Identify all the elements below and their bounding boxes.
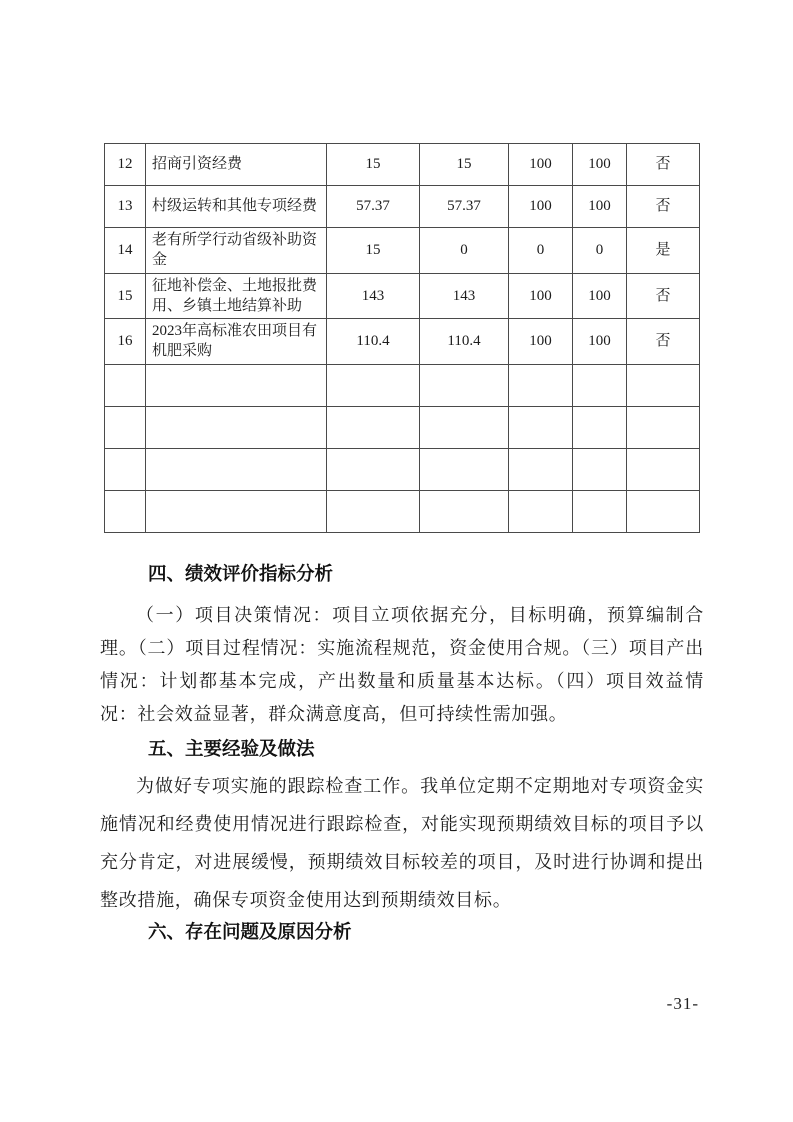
project-funds-table — [104, 143, 700, 533]
empty-cell — [420, 490, 509, 532]
empty-cell — [327, 364, 420, 406]
row-number-cell: 14 — [105, 228, 146, 274]
flag-cell: 否 — [627, 319, 700, 365]
table-row — [105, 228, 700, 274]
empty-cell — [105, 448, 146, 490]
empty-cell — [146, 364, 327, 406]
empty-cell — [573, 406, 627, 448]
empty-cell — [420, 364, 509, 406]
empty-cell — [573, 490, 627, 532]
empty-cell — [105, 490, 146, 532]
section-heading-six: 六、存在问题及原因分析 — [148, 921, 352, 942]
value-cell: 100 — [509, 319, 573, 365]
empty-cell — [509, 448, 573, 490]
section-five-paragraph: 为做好专项实施的跟踪检查工作。我单位定期不定期地对专项资金实施情况和经费使用情况进行跟踪检查，对能实现预期绩效目标的项目予以充分肯定，对进展缓慢，预期绩效目标较差的项目，及时进行协调和提出整改措施，确保专项资金使用达到预期绩效目标。 — [100, 776, 704, 910]
project-name-cell: 老有所学行动省级补助资金 — [146, 228, 327, 274]
value-cell: 100 — [573, 144, 627, 186]
value-cell: 110.4 — [420, 319, 509, 365]
value-cell: 57.37 — [327, 186, 420, 228]
project-name-cell: 招商引资经费 — [146, 144, 327, 186]
empty-cell — [146, 448, 327, 490]
empty-cell — [627, 490, 700, 532]
value-cell: 100 — [509, 144, 573, 186]
value-cell: 0 — [420, 228, 509, 274]
value-cell: 100 — [509, 273, 573, 319]
table-row — [105, 186, 700, 228]
flag-cell: 是 — [627, 228, 700, 274]
flag-cell: 否 — [627, 144, 700, 186]
row-number-cell: 15 — [105, 273, 146, 319]
section-heading-five: 五、主要经验及做法 — [148, 738, 315, 759]
value-cell: 0 — [509, 228, 573, 274]
empty-cell — [105, 406, 146, 448]
row-number-cell: 13 — [105, 186, 146, 228]
table-row-empty — [105, 364, 700, 406]
table-row — [105, 273, 700, 319]
flag-cell: 否 — [627, 273, 700, 319]
empty-cell — [509, 406, 573, 448]
empty-cell — [327, 448, 420, 490]
table-row — [105, 144, 700, 186]
empty-cell — [105, 364, 146, 406]
empty-cell — [327, 406, 420, 448]
section-four-paragraph: （一）项目决策情况：项目立项依据充分，目标明确，预算编制合理。（二）项目过程情况：实施流程规范，资金使用合规。（三）项目产出情况：计划都基本完成，产出数量和质量基本达标。（四）项目效益情况：社会效益显著，群众满意度高，但可持续性需加强。 — [100, 605, 704, 724]
table-row-empty — [105, 448, 700, 490]
value-cell: 0 — [573, 228, 627, 274]
empty-cell — [627, 448, 700, 490]
empty-cell — [146, 406, 327, 448]
empty-cell — [627, 364, 700, 406]
value-cell: 15 — [327, 228, 420, 274]
row-number-cell: 16 — [105, 319, 146, 365]
value-cell: 100 — [573, 273, 627, 319]
value-cell: 100 — [573, 186, 627, 228]
value-cell: 57.37 — [420, 186, 509, 228]
empty-cell — [509, 364, 573, 406]
value-cell: 15 — [327, 144, 420, 186]
section-heading-four: 四、绩效评价指标分析 — [148, 563, 334, 584]
empty-cell — [509, 490, 573, 532]
value-cell: 110.4 — [327, 319, 420, 365]
table-row-empty — [105, 406, 700, 448]
row-number-cell: 12 — [105, 144, 146, 186]
project-name-cell: 村级运转和其他专项经费 — [146, 186, 327, 228]
value-cell: 100 — [509, 186, 573, 228]
empty-cell — [327, 490, 420, 532]
empty-cell — [146, 490, 327, 532]
table-row — [105, 319, 700, 365]
empty-cell — [420, 406, 509, 448]
value-cell: 100 — [573, 319, 627, 365]
flag-cell: 否 — [627, 186, 700, 228]
empty-cell — [627, 406, 700, 448]
value-cell: 143 — [420, 273, 509, 319]
project-name-cell: 征地补偿金、土地报批费用、乡镇土地结算补助 — [146, 273, 327, 319]
empty-cell — [573, 364, 627, 406]
value-cell: 143 — [327, 273, 420, 319]
empty-cell — [420, 448, 509, 490]
project-name-cell: 2023年高标准农田项目有机肥采购 — [146, 319, 327, 365]
value-cell: 15 — [420, 144, 509, 186]
empty-cell — [573, 448, 627, 490]
table-row-empty — [105, 490, 700, 532]
page-number: -31- — [666, 994, 699, 1013]
